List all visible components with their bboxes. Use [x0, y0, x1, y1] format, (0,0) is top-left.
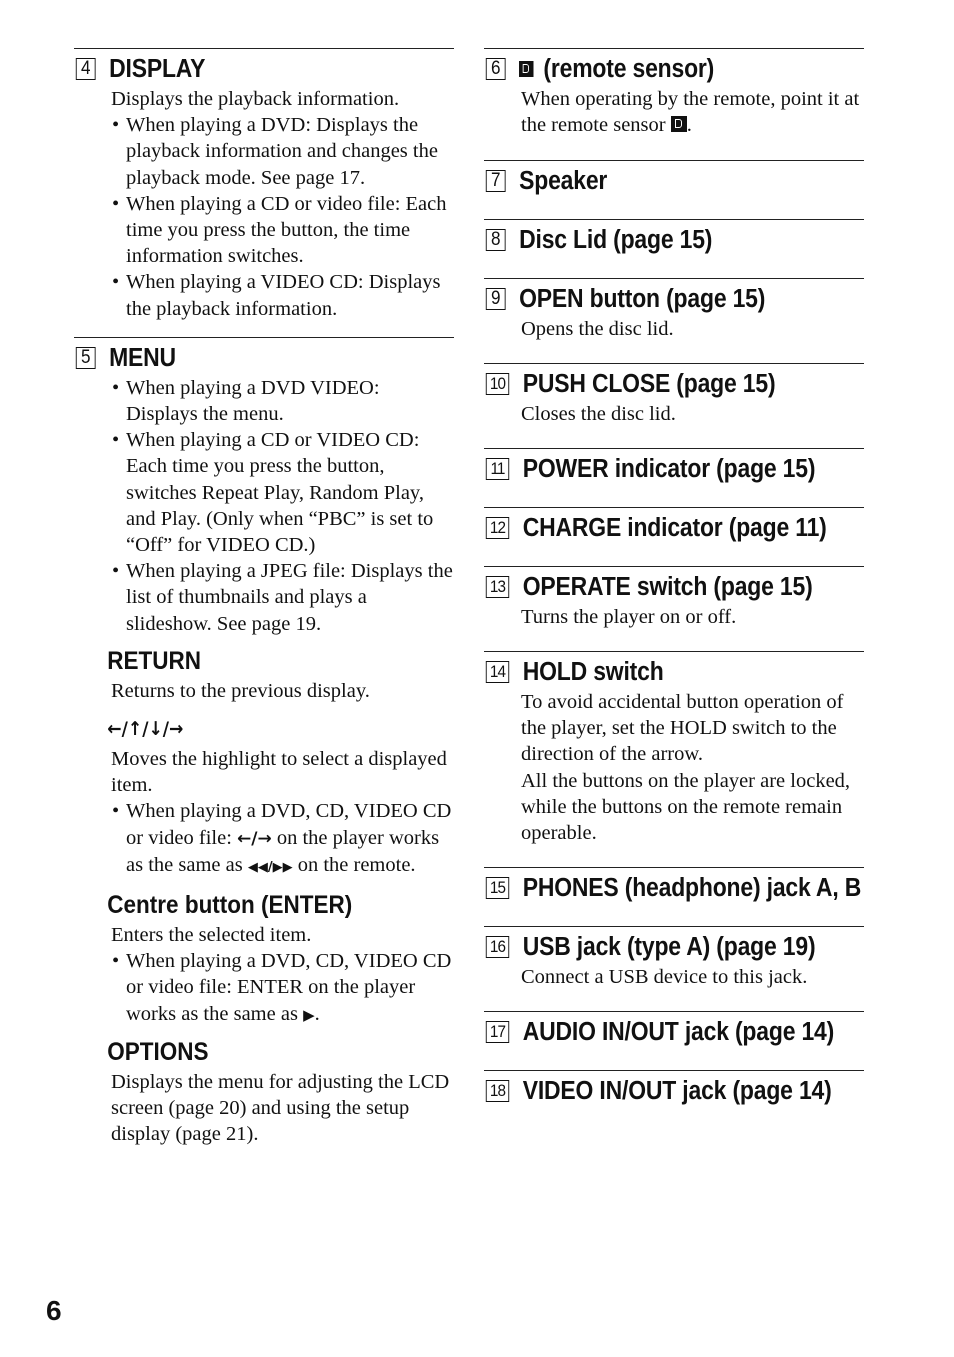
options-heading: OPTIONS: [107, 1037, 209, 1066]
item-number-box: 11: [486, 458, 509, 480]
heading-text: Disc Lid (page 15): [519, 226, 713, 254]
bullet-item: • When playing a DVD: Displays the playback information and changes the playback mode. See page 17.: [111, 112, 454, 191]
description-text: .: [686, 114, 692, 137]
remote-sensor-icon: [671, 116, 687, 132]
heading-text: USB jack (type A) (page 19): [522, 933, 816, 961]
section-heading: [484, 657, 826, 687]
item-number-box: 4: [76, 58, 96, 80]
section-heading: [484, 284, 826, 314]
section-operate-switch: [484, 566, 864, 651]
centre-button-heading: Centre button (ENTER): [107, 891, 353, 920]
item-number-box: 9: [486, 288, 506, 310]
heading-text: PHONES (headphone) jack A, B: [522, 874, 862, 902]
section-video-jack: [484, 1070, 864, 1129]
description: To avoid accidental button operation of the player, set the HOLD switch to the direction of the arrow.: [521, 691, 844, 766]
section-power-indicator: [484, 448, 864, 507]
bullet-item: • When playing a CD or video file: Each time you press the button, the time information switches.: [111, 191, 454, 270]
heading-text: MENU: [109, 343, 176, 372]
section-usb-jack: [484, 926, 864, 1011]
item-number-box: 17: [486, 1021, 509, 1043]
section-audio-jack: [484, 1011, 864, 1070]
heading-text: DISPLAY: [109, 55, 206, 83]
description: Displays the playback information.: [111, 88, 400, 110]
section-push-close: [484, 363, 864, 448]
description: Turns the player on or off.: [521, 606, 737, 628]
bullet-text: on the remote.: [292, 853, 416, 876]
heading-text: CHARGE indicator (page 11): [522, 514, 827, 542]
item-number-box: 7: [486, 170, 506, 192]
return-heading: RETURN: [107, 646, 202, 675]
section-remote-sensor: [484, 48, 864, 160]
section-heading: [484, 369, 826, 399]
item-number-box: 18: [486, 1080, 509, 1102]
description: Connect a USB device to this jack.: [521, 966, 808, 988]
description: Enters the selected item.: [111, 924, 312, 947]
section-heading: [484, 513, 826, 543]
section-heading: [484, 54, 826, 84]
section-hold-switch: [484, 651, 864, 867]
section-menu: [74, 337, 454, 1148]
description: Displays the menu for adjusting the LCD screen (page 20) and using the setup display (page 21).: [111, 1070, 450, 1146]
description: Returns to the previous display.: [111, 679, 370, 702]
heading-text: AUDIO IN/OUT jack (page 14): [522, 1018, 835, 1046]
heading-text: POWER indicator (page 15): [522, 455, 816, 483]
page-number: 6: [46, 1295, 62, 1326]
bullet-item: • When playing a VIDEO CD: Displays the playback information.: [111, 269, 454, 321]
section-heading: [484, 166, 826, 196]
item-number-box: 13: [486, 576, 509, 598]
description: [521, 86, 864, 138]
section-speaker: [484, 160, 864, 219]
item-number-box: 14: [486, 661, 509, 683]
description: Closes the disc lid.: [521, 403, 676, 425]
heading-text: (remote sensor): [543, 55, 715, 83]
section-charge-indicator: [484, 507, 864, 566]
left-column: [74, 48, 454, 1148]
right-column: [484, 48, 864, 1129]
section-open-button: [484, 278, 864, 363]
item-number-box: 10: [486, 373, 509, 395]
arrow-keys-heading: [74, 712, 416, 744]
heading-text: OPERATE switch (page 15): [522, 573, 813, 601]
description: Opens the disc lid.: [521, 318, 674, 340]
bullet-item: • When playing a CD or VIDEO CD: Each time you press the button, switches Repeat Play, Random Play, and Play. (Only when “PBC” is set to “Off” for VIDEO CD.): [111, 427, 454, 558]
section-heading: [484, 1017, 835, 1047]
section-heading: [74, 343, 416, 373]
section-disc-lid: [484, 219, 864, 278]
section-heading: [484, 932, 826, 962]
bullet-item: • When playing a JPEG file: Displays the list of thumbnails and plays a slideshow. See page 19.: [111, 558, 454, 637]
section-heading: [484, 572, 826, 602]
bullet-text: When playing a DVD, CD, VIDEO CD or video file:: [126, 800, 452, 849]
description: Moves the highlight to select a displayed item.: [111, 748, 447, 797]
item-number-box: 8: [486, 229, 506, 251]
heading-text: OPEN button (page 15): [519, 285, 766, 313]
section-display: [74, 48, 454, 337]
description-text: When operating by the remote, point it at the remote sensor: [521, 88, 860, 137]
bullet-text: When playing a DVD, CD, VIDEO CD or video file: ENTER on the player works as the same as: [126, 950, 452, 1025]
section-heading: [484, 454, 826, 484]
section-heading: [484, 873, 862, 903]
section-heading: [484, 1076, 832, 1106]
section-phones-jack: [484, 867, 864, 926]
heading-text: VIDEO IN/OUT jack (page 14): [522, 1077, 832, 1105]
item-number-box: 16: [486, 936, 509, 958]
bullet-item: [111, 798, 454, 881]
bullet-item: • When playing a DVD VIDEO: Displays the menu.: [111, 375, 454, 427]
description: All the buttons on the player are locked, while the buttons on the remote remain operable.: [521, 769, 851, 845]
section-heading: [484, 225, 826, 255]
bullet-text: on the player works as the same as: [126, 826, 440, 876]
left-right-arrow-icon: ←/→: [237, 828, 272, 849]
item-number-box: 6: [486, 58, 506, 80]
item-number-box: 12: [486, 517, 509, 539]
heading-text: Speaker: [519, 167, 608, 195]
remote-sensor-icon: [519, 61, 533, 77]
item-number-box: 15: [486, 877, 509, 899]
item-number-box: 5: [76, 347, 96, 369]
arrow-keys-icon: ←/↑/↓/→: [107, 718, 184, 741]
heading-text: PUSH CLOSE (page 15): [522, 370, 776, 398]
rewind-forward-icon: ◀◀/▶▶: [247, 859, 293, 875]
heading-text: HOLD switch: [522, 658, 664, 686]
bullet-text: .: [314, 1002, 320, 1025]
section-heading: [74, 54, 416, 84]
bullet-item: [111, 948, 454, 1028]
play-icon: ▶: [303, 1005, 315, 1024]
